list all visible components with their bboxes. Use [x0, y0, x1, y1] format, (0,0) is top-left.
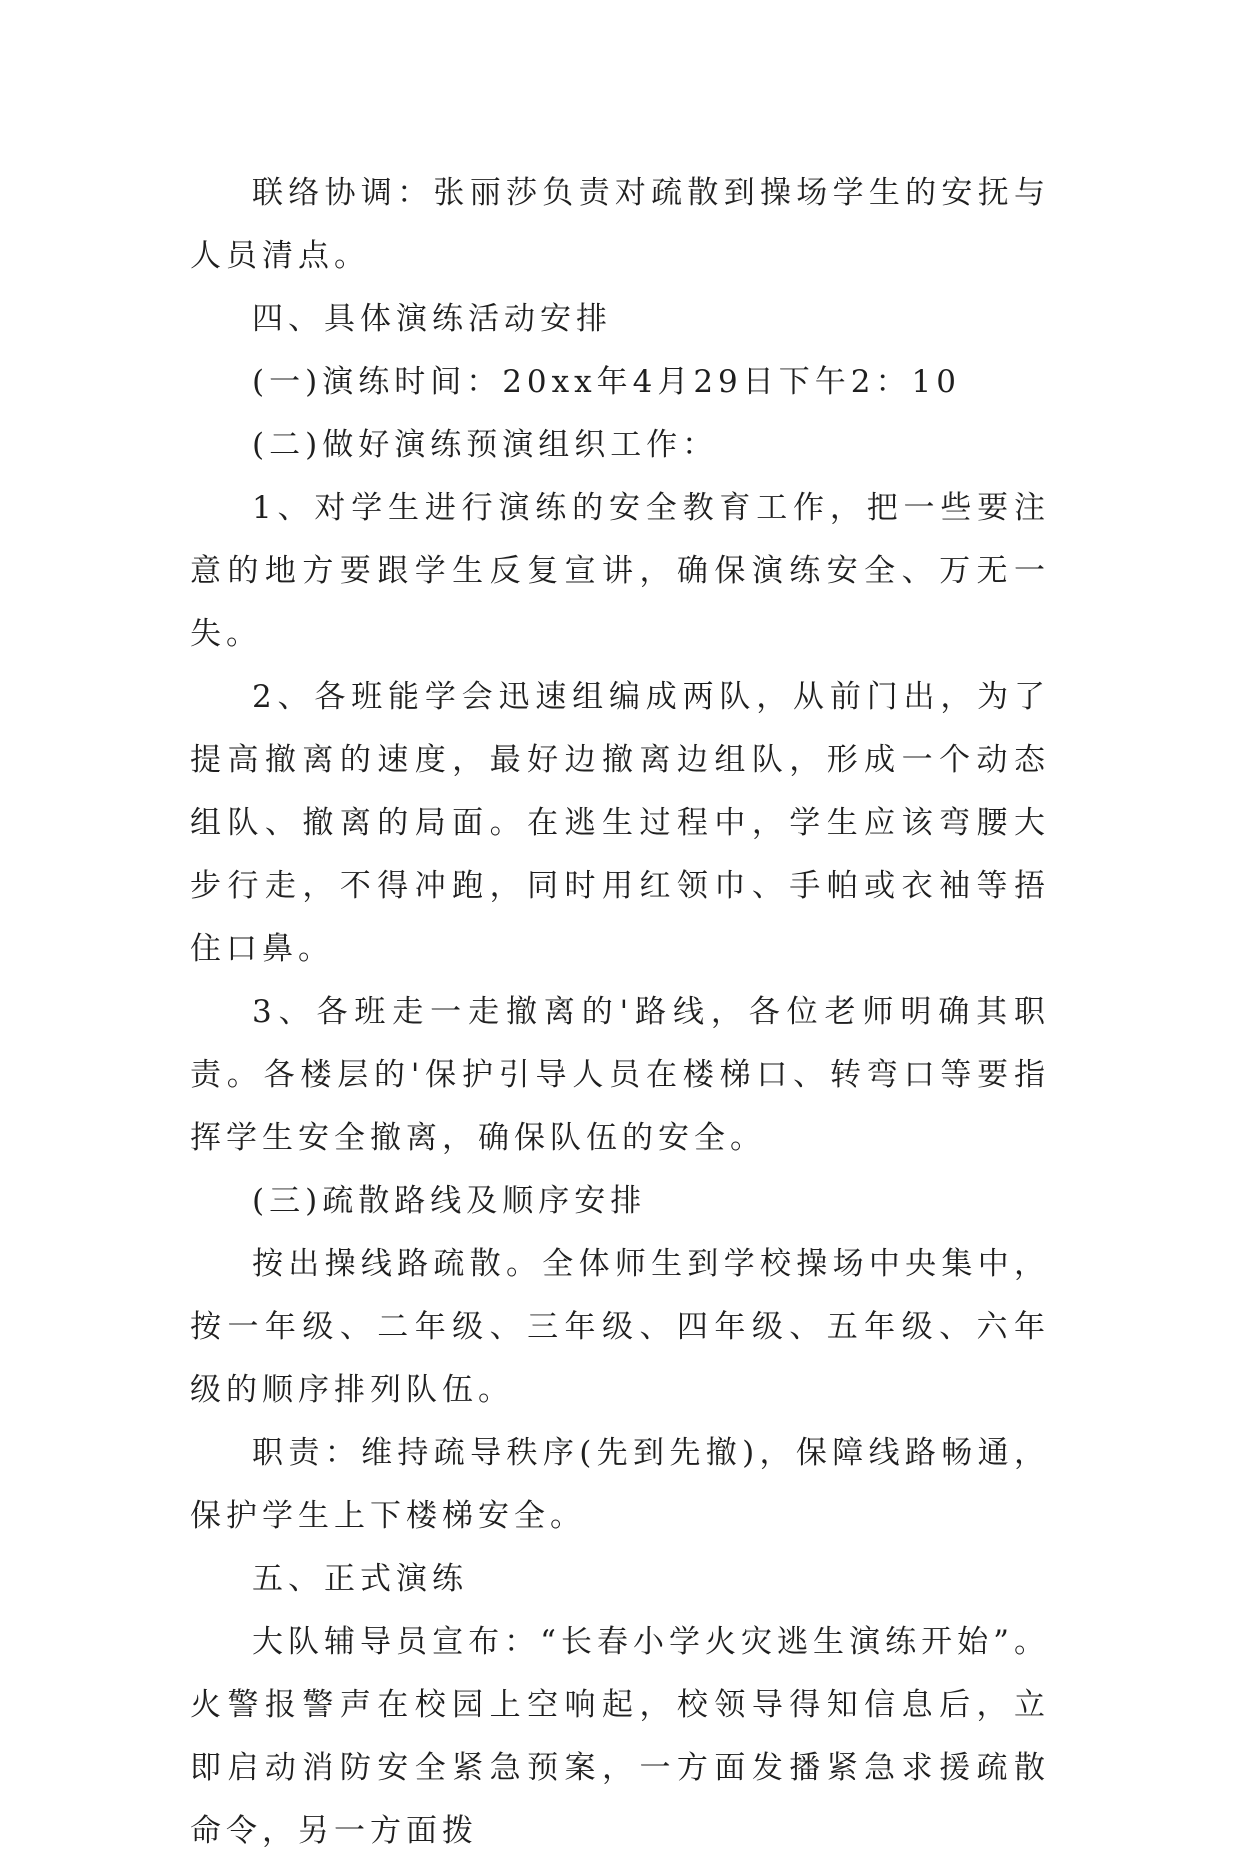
document-body: [190, 162, 1050, 1863]
subheading-evacuation-route: (三)疏散路线及顺序安排: [252, 1183, 647, 1219]
paragraph-item-3: 3、各班走一走撤离的'路线，各位老师明确其职责。各楼层的'保护引导人员在楼梯口、转弯口等要指挥学生安全撤离，确保队伍的安全。: [190, 994, 1050, 1156]
paragraph-duties: 职责：维持疏导秩序(先到先撤)，保障线路畅通，保护学生上下楼梯安全。: [190, 1435, 1050, 1534]
subheading-preparation: (二)做好演练预演组织工作：: [252, 427, 719, 463]
paragraph-coordination: 联络协调：张丽莎负责对疏散到操场学生的安抚与人员清点。: [190, 175, 1050, 274]
paragraph-drill-time: (一)演练时间：20xx年4月29日下午2：10: [252, 364, 961, 400]
heading-section-four: 四、具体演练活动安排: [252, 301, 612, 337]
paragraph-item-2: 2、各班能学会迅速组编成两队，从前门出，为了提高撤离的速度，最好边撤离边组队，形成一个动态组队、撤离的局面。在逃生过程中，学生应该弯腰大步行走，不得冲跑，同时用红领巾、手帕或衣袖等捂住口鼻。: [190, 679, 1050, 967]
heading-section-five: 五、正式演练: [252, 1561, 468, 1597]
paragraph-item-1: 1、对学生进行演练的安全教育工作，把一些要注意的地方要跟学生反复宣讲，确保演练安全、万无一失。: [190, 490, 1050, 652]
paragraph-formal-drill: 大队辅导员宣布：“长春小学火灾逃生演练开始”。火警报警声在校园上空响起，校领导得知信息后，立即启动消防安全紧急预案，一方面发播紧急求援疏散命令，另一方面拨: [190, 1624, 1050, 1849]
paragraph-evacuation-order: 按出操线路疏散。全体师生到学校操场中央集中，按一年级、二年级、三年级、四年级、五年级、六年级的顺序排列队伍。: [190, 1246, 1050, 1408]
